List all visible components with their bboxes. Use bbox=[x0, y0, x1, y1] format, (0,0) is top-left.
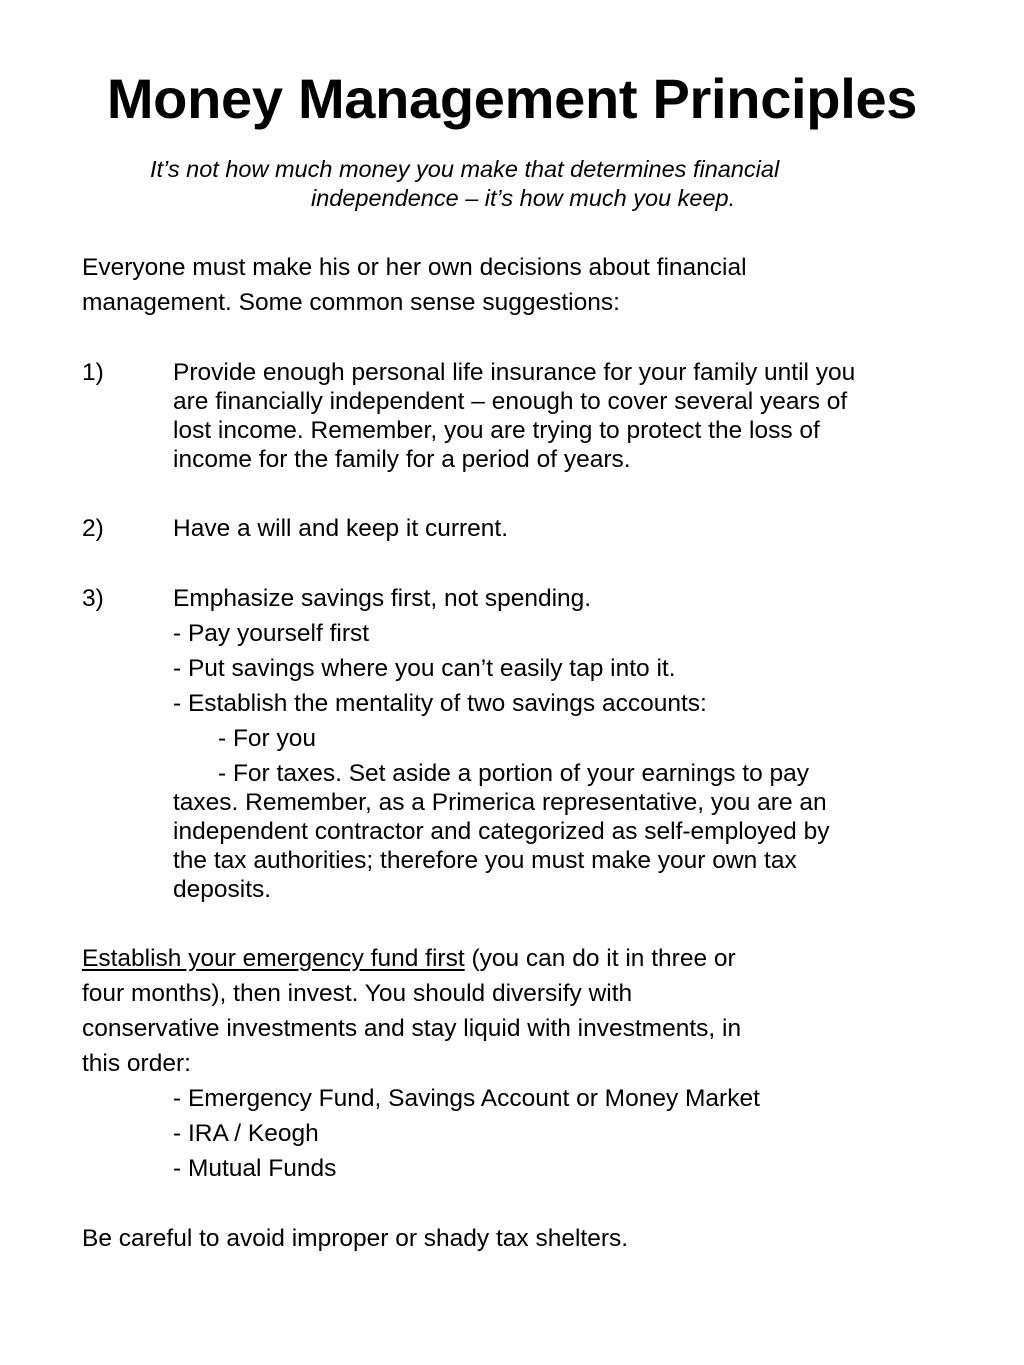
item-3-bullet-pay-yourself: - Pay yourself first bbox=[173, 620, 370, 647]
emergency-line-3: conservative investments and stay liquid with investments, in bbox=[82, 1015, 742, 1042]
item-1-line-3: lost income. Remember, you are trying to protect the loss of bbox=[173, 417, 820, 444]
item-1-line-2: are financially independent – enough to cover several years of bbox=[173, 388, 848, 415]
item-3-bullet-put-savings: - Put savings where you can’t easily tap into it. bbox=[173, 655, 676, 682]
item-1-number: 1) bbox=[82, 359, 104, 386]
order-item-ira-keogh: - IRA / Keogh bbox=[173, 1120, 319, 1147]
emergency-line-1 bbox=[82, 944, 736, 973]
item-3-subbullet-for-taxes: - For taxes. Set aside a portion of your earnings to pay bbox=[218, 760, 810, 787]
item-3-number: 3) bbox=[82, 585, 104, 612]
item-1-line-1: Provide enough personal life insurance for your family until you bbox=[173, 359, 856, 386]
item-3-bullet-two-accounts: - Establish the mentality of two savings accounts: bbox=[173, 690, 707, 717]
item-3-taxes-line-3: independent contractor and categorized as self-employed by bbox=[173, 818, 830, 845]
quote-line-1: It’s not how much money you make that determines financial bbox=[150, 156, 780, 182]
item-1-line-4: income for the family for a period of years. bbox=[173, 446, 631, 473]
item-2-number: 2) bbox=[82, 515, 104, 542]
quote-line-2: independence – it’s how much you keep. bbox=[311, 185, 736, 211]
item-3-taxes-line-5: deposits. bbox=[173, 876, 272, 903]
intro-line-1: Everyone must make his or her own decisions about financial bbox=[82, 254, 747, 281]
item-3-line-1: Emphasize savings first, not spending. bbox=[173, 585, 592, 612]
emergency-line-4: this order: bbox=[82, 1050, 191, 1077]
item-3-taxes-line-4: the tax authorities; therefore you must make your own tax bbox=[173, 847, 797, 874]
page-title: Money Management Principles bbox=[106, 67, 918, 130]
emergency-line-1-rest: (you can do it in three or bbox=[464, 945, 736, 972]
item-3-subbullet-for-you: - For you bbox=[218, 725, 317, 752]
emergency-line-2: four months), then invest. You should diversify with bbox=[82, 980, 633, 1007]
closing-note: Be careful to avoid improper or shady tax shelters. bbox=[82, 1225, 629, 1252]
emergency-fund-emphasis: Establish your emergency fund first bbox=[82, 945, 465, 972]
order-item-emergency-fund: - Emergency Fund, Savings Account or Money Market bbox=[173, 1085, 760, 1112]
intro-line-2: management. Some common sense suggestions: bbox=[82, 289, 620, 316]
order-item-mutual-funds: - Mutual Funds bbox=[173, 1155, 337, 1182]
item-2-line-1: Have a will and keep it current. bbox=[173, 515, 508, 542]
item-3-taxes-line-2: taxes. Remember, as a Primerica representative, you are an bbox=[173, 789, 827, 816]
